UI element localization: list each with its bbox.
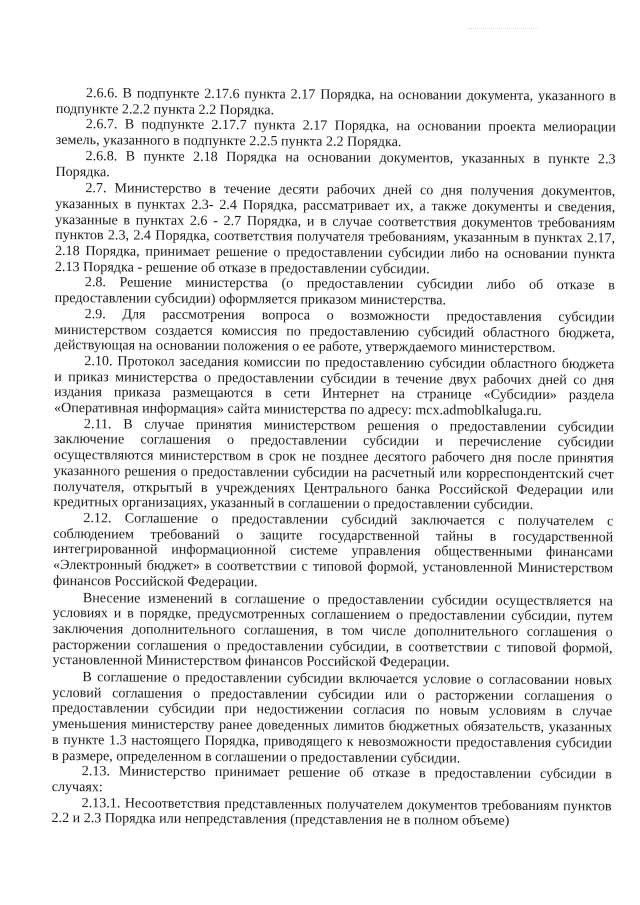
paragraph-2-6-6: 2.6.6. В подпункте 2.17.6 пункта 2.17 Порядка, на основании документа, указанного в подпункте 2.2.2 пункта 2.2 Порядка. (55, 85, 616, 119)
paragraph-2-13: 2.13. Министерство принимает решение об отказе в предоставлении субсидии в случаях: (51, 763, 612, 796)
paragraph-2-11: 2.11. В случае принятия министерством решения о предоставлении субсидии заключение соглашения о предоставлении субсидии и перечисление субсидии осуществляются министерством в срок не позднее десятого рабочего дня после принятия указанного решения о предоставлении субсидии на расчетный или корреспондентский счет получателя, открытый в учреждениях Центрального банка Российской Федерации или кредитных организациях, указанный в соглашении о предоставлении субсидии. (53, 415, 614, 514)
scan-artifact (468, 28, 538, 43)
paragraph-2-7: 2.7. Министерство в течение десяти рабочих дней со дня получения документов, указанных в пунктах 2.3- 2.4 Порядка, рассматривает их, а также документы и сведения, указанные в пунктах 2.6 - 2.7 Порядка, и в случае соответствия документов требованиям пунктов 2.3, 2.4 Порядка, соответствия получателя требованиям, указанным в пунктах 2.17, 2.18 Порядка, принимает решение о предоставлении субсидии либо на основании пункта 2.13 Порядка - решение об отказе в предоставлении субсидии. (54, 180, 616, 278)
paragraph-2-12: 2.12. Соглашение о предоставлении субсидий заключается с получателем с соблюдением требований о защите государственной тайны в государственной интегрированной информационной системе управления общественными финансами «Электронный бюджет» в соответствии с типовой формой, установленной Министерством финансов Российской Федерации. (52, 510, 614, 591)
paragraph-new-conditions: В соглашение о предоставлении субсидии включается условие о согласовании новых условий соглашения о предоставлении субсидии или о расторжении соглашения о предоставлении субсидии при недостижении согласия по новым условиям в случае уменьшения министерству ранее доведенных лимитов бюджетных обязательств, указанных в пункте 1.3 настоящего Порядка, приводящего к невозможности предоставления субсидии в размере, определенном в соглашении о предоставлении субсидии. (51, 669, 613, 767)
paragraph-2-13-1: 2.13.1. Несоответствия представленных получателем документов требованиям пунктов 2.2 и 2.3 Порядка или непредставления (представления не в полном объеме) (51, 794, 612, 830)
paragraph-2-9: 2.9. Для рассмотрения вопроса о возможности предоставления субсидии министерством создается комиссия по предоставлению субсидий областного бюджета, действующая на основании положения о ее работе, утверждаемого министерством. (54, 306, 615, 357)
paragraph-2-6-7: 2.6.7. В подпункте 2.17.7 пункта 2.17 Порядка, на основании проекта мелиорации земель, указанного в подпункте 2.2.5 пункта 2.2 Порядка. (55, 116, 616, 151)
paragraph-amendments: Внесение изменений в соглашение о предоставлении субсидии осуществляется на условиях и в порядке, предусмотренных соглашением о предоставлении субсидии, путем заключения дополнительного соглашения, в том числе дополнительного соглашения о расторжении соглашения о предоставлении субсидии, в соответствии с типовой формой, установленной Министерством финансов Российской Федерации. (52, 589, 613, 671)
paragraph-2-10: 2.10. Протокол заседания комиссии по предоставлению субсидии областного бюджета и приказ министерства о предоставлении субсидии в течение двух рабочих дней со дня издания приказа размещаются в сети Интернет на странице «Субсидии» раздела «Оперативная информация» сайта министерства по адресу: mcx.admoblkaluga.ru. (53, 353, 615, 420)
paragraph-2-8: 2.8. Решение министерства (о предоставлении субсидии либо об отказе в предоставлении субсидии) оформляется приказом министерства. (54, 274, 615, 309)
document-page (51, 86, 616, 830)
paragraph-2-6-8: 2.6.8. В пункте 2.18 Порядка на основании документов, указанных в пункте 2.3 Порядка. (55, 147, 616, 180)
